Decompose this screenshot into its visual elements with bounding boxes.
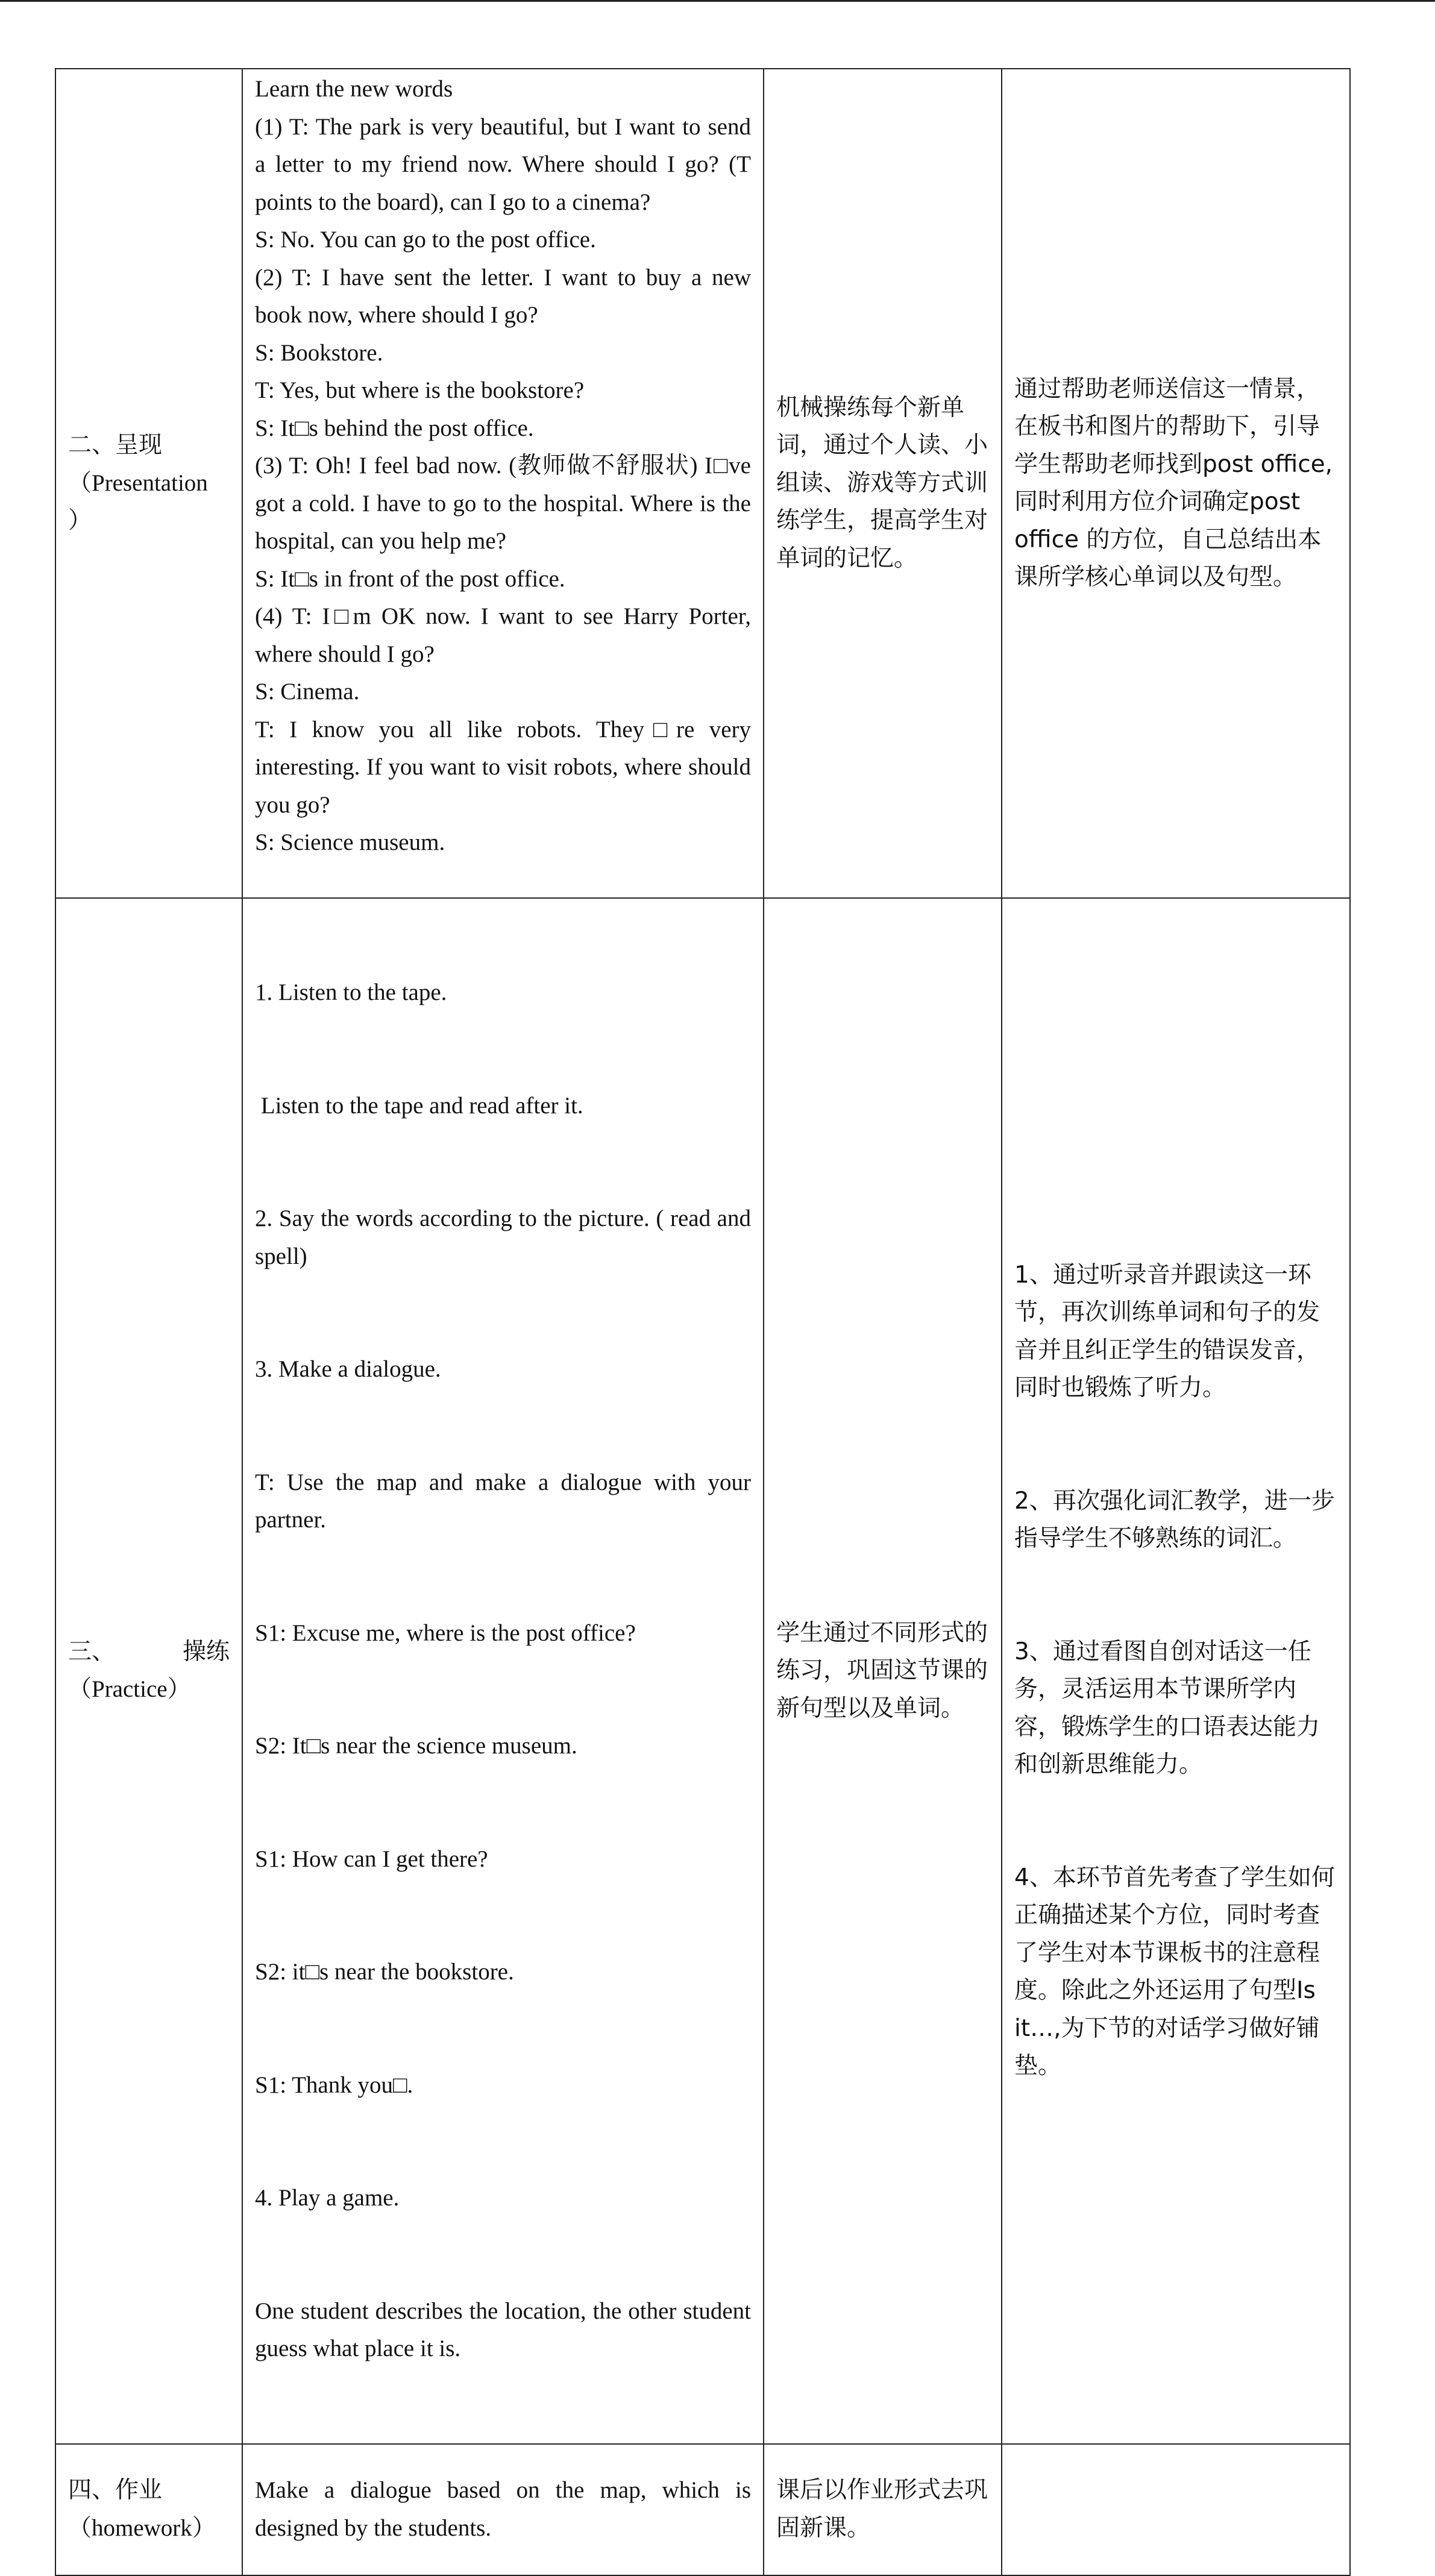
content-line: 3. Make a dialogue. bbox=[255, 1356, 441, 1382]
table-row-homework bbox=[55, 2444, 1350, 2575]
content-line: Learn the new words bbox=[255, 76, 453, 102]
content-line: S1: Excuse me, where is the post office? bbox=[255, 1619, 636, 1646]
stage-label-en: （Presentation bbox=[68, 470, 208, 496]
content-cell-practice bbox=[242, 898, 764, 2444]
content-line: S: It□s behind the post office. bbox=[255, 415, 534, 441]
content-cell-homework bbox=[242, 2444, 764, 2575]
content-line: (2) T: I have sent the letter. I want to buy a new book now, where should I go? bbox=[255, 264, 751, 328]
stage-label: 四、作业 bbox=[68, 2477, 163, 2504]
content-line: Listen to the tape and read after it. bbox=[255, 1092, 583, 1119]
stage-label bbox=[68, 1633, 230, 1671]
content-line: S1: Thank you□. bbox=[255, 2072, 413, 2098]
method-cell-practice bbox=[764, 898, 1002, 2444]
content-line: 1. Listen to the tape. bbox=[255, 979, 447, 1005]
content-line: S: It□s in front of the post office. bbox=[255, 565, 565, 592]
content-line: S2: It□s near the science museum. bbox=[255, 1733, 577, 1759]
page-top-rule bbox=[0, 0, 1435, 2]
content-line: T: Use the map and make a dialogue with your partner. bbox=[255, 1469, 757, 1533]
intent-text: 通过帮助老师送信这一情景，在板书和图片的帮助下，引导学生帮助老师找到post office,同时利用方位介词确定post office 的方位，自己总结出本课所学核心单词以及句型。 bbox=[1014, 375, 1333, 591]
intent-cell-presentation bbox=[1002, 69, 1350, 898]
stage-label-number: 三、 bbox=[68, 1638, 116, 1665]
intent-item: 2、再次强化词汇教学，进一步指导学生不够熟练的词汇。 bbox=[1014, 1487, 1335, 1553]
content-line: S: Bookstore. bbox=[255, 339, 383, 366]
method-text: 机械操练每个新单词，通过个人读、小组读、游戏等方式训练学生，提高学生对单词的记忆。 bbox=[776, 394, 988, 572]
content-line: T: I know you all like robots. They□re very interesting. If you want to visit robots, where should you go? bbox=[255, 716, 751, 818]
stage-label-en: （Practice） bbox=[68, 1676, 191, 1703]
stage-label: 二、呈现 bbox=[68, 432, 163, 459]
stage-cell-practice bbox=[55, 898, 242, 2444]
method-text: 课后以作业形式去巩固新课。 bbox=[776, 2477, 988, 2542]
stage-label-close: ） bbox=[68, 507, 92, 535]
content-line: (4) T: I□m OK now. I want to see Harry Porter, where should I go? bbox=[255, 603, 751, 667]
content-line: S: No. You can go to the post office. bbox=[255, 227, 596, 253]
method-text: 学生通过不同形式的练习，巩固这节课的新句型以及单词。 bbox=[776, 1619, 988, 1722]
content-line: One student describes the location, the other student guess what place it is. bbox=[255, 2298, 757, 2361]
content-line: T: Yes, but where is the bookstore? bbox=[255, 377, 585, 403]
stage-cell-homework bbox=[55, 2444, 242, 2575]
content-line: S2: it□s near the bookstore. bbox=[255, 1959, 514, 1985]
content-cell-presentation bbox=[242, 69, 764, 898]
content-line: 2. Say the words according to the picture. ( read and spell) bbox=[255, 1205, 757, 1269]
content-line: Make a dialogue based on the map, which is designed by the students. bbox=[255, 2477, 751, 2541]
intent-item: 3、通过看图自创对话这一任务，灵活运用本节课所学内容，锻炼学生的口语表达能力和创新思维能力。 bbox=[1014, 1638, 1320, 1779]
lesson-plan-table bbox=[55, 68, 1351, 2576]
content-line: S: Cinema. bbox=[255, 679, 360, 705]
intent-cell-homework bbox=[1002, 2444, 1350, 2575]
stage-label-name: 操练 bbox=[182, 1638, 230, 1665]
content-line: (3) T: Oh! I feel bad now. (教师做不舒服状) I□ve got a cold. I have to go to the hospital. Where is the hospital, can you help me? bbox=[255, 453, 751, 554]
table-row-presentation bbox=[55, 69, 1350, 898]
stage-label-en: （homework） bbox=[68, 2515, 216, 2541]
intent-cell-practice bbox=[1002, 898, 1350, 2444]
content-line: S: Science museum. bbox=[255, 829, 445, 855]
intent-item: 4、本环节首先考查了学生如何正确描述某个方位，同时考查了学生对本节课板书的注意程度。除此之外还运用了句型Is it…,为下节的对话学习做好铺垫。 bbox=[1014, 1864, 1339, 2080]
content-line: 4. Play a game. bbox=[255, 2185, 400, 2211]
content-line: (1) T: The park is very beautiful, but I want to send a letter to my friend now. Where should I go? (T points to the board), can I go to a cinema? bbox=[255, 113, 751, 215]
table-row-practice bbox=[55, 898, 1350, 2444]
method-cell-homework bbox=[764, 2444, 1002, 2575]
method-cell-presentation bbox=[764, 69, 1002, 898]
content-line: S1: How can I get there? bbox=[255, 1846, 488, 1872]
stage-cell-presentation bbox=[55, 69, 242, 898]
intent-item: 1、通过听录音并跟读这一环节，再次训练单词和句子的发音并且纠正学生的错误发音，同时也锻炼了听力。 bbox=[1014, 1261, 1320, 1402]
